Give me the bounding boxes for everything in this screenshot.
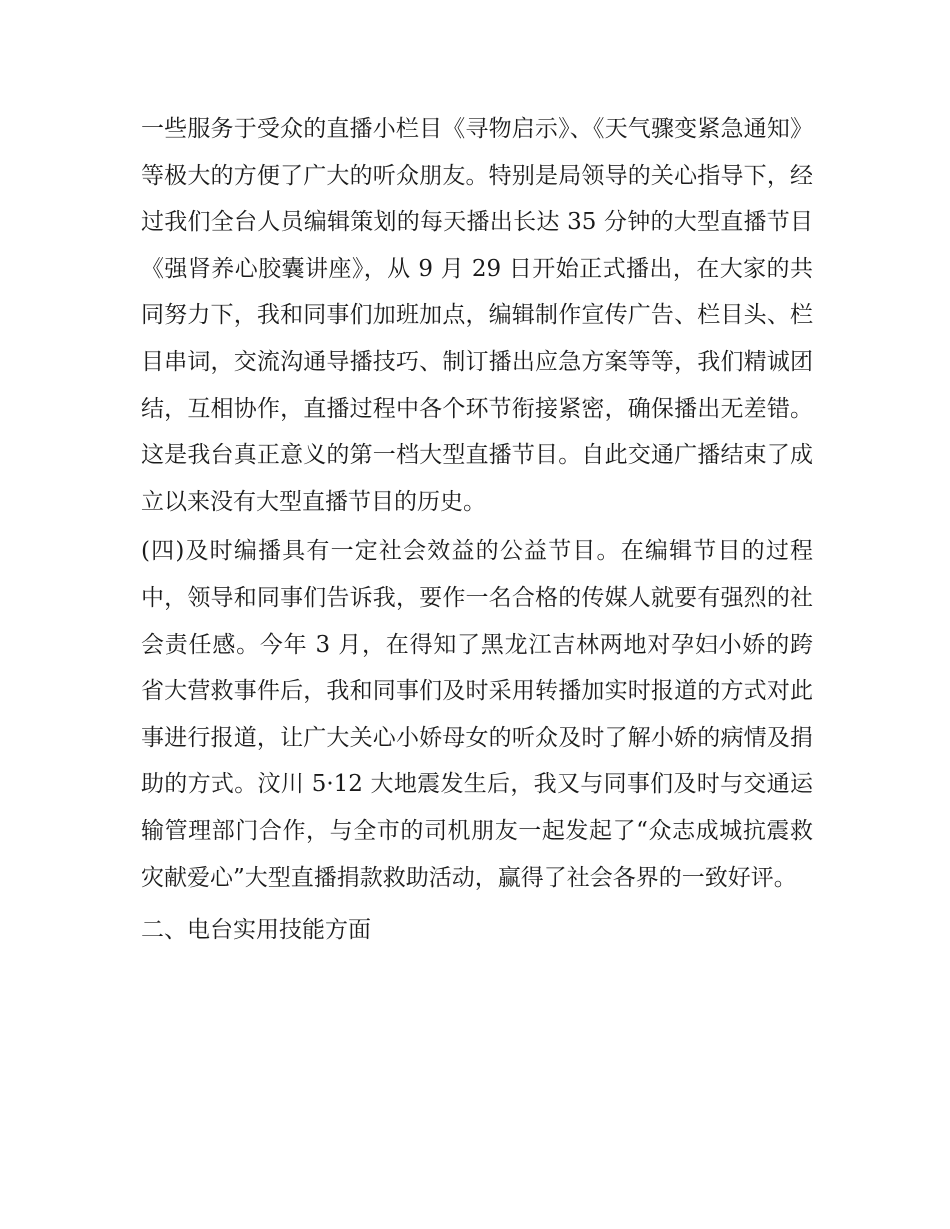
body-paragraph-2: (四)及时编播具有一定社会效益的公益节目。在编辑节目的过程中，领导和同事们告诉我，要作一名合格的传媒人就要有强烈的社会责任感。今年 3 月，在得知了黑龙江吉林两地对孕妇小娇的跨省大营救事件后，我和同事们及时采用转播加实时报道的方式对此事进行报道，让广大关心小娇母女的听众及时了解小娇的病情及捐助的方式。汶川 5·12 大地震发生后，我又与同事们及时与交通运输管理部门合作，与全市的司机朋友一起发起了“众志成城抗震救灾献爱心”大型直播捐款救助活动，赢得了社会各界的一致好评。 bbox=[141, 538, 813, 891]
body-paragraph-1: 一些服务于受众的直播小栏目《寻物启示》、《天气骤变紧急通知》等极大的方便了广大的听众朋友。特别是局领导的关心指导下，经过我们全台人员编辑策划的每天播出长达 35 分钟的大型直播节目《强肾养心胶囊讲座》，从 9 月 29 日开始正式播出，在大家的共同努力下，我和同事们加班加点，编辑制作宣传广告、栏目头、栏目串词，交流沟通导播技巧、制订播出应急方案等等，我们精诚团结，互相协作，直播过程中各个环节衔接紧密，确保播出无差错。这是我台真正意义的第一档大型直播节目。自此交通广播结束了成立以来没有大型直播节目的历史。 bbox=[141, 116, 813, 515]
section-heading: 二、电台实用技能方面 bbox=[141, 917, 371, 944]
document-body bbox=[141, 106, 813, 954]
